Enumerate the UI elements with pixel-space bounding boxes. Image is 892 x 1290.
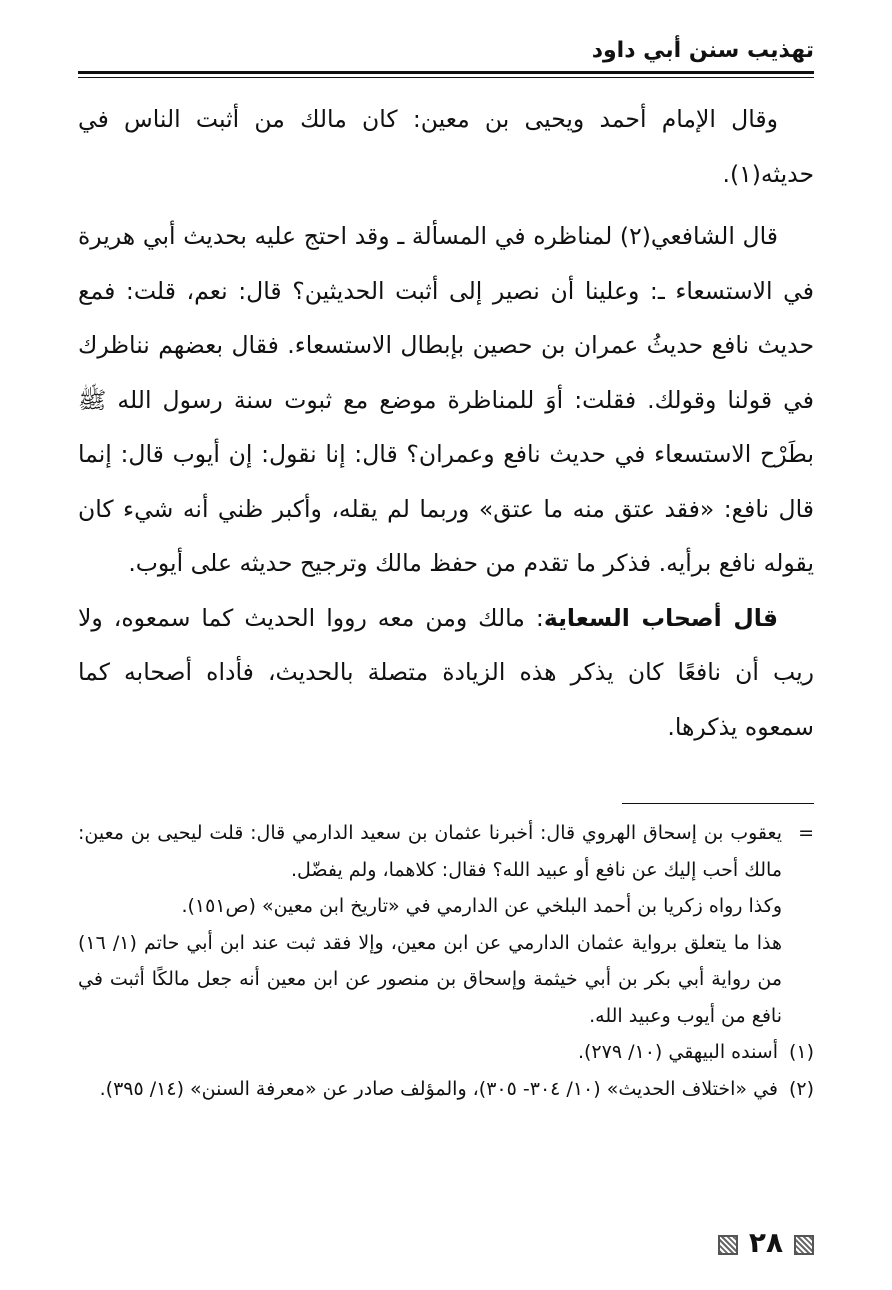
footnote-continuation: [78, 815, 814, 1034]
main-text: [78, 92, 814, 754]
footnotes: [78, 815, 814, 1107]
ornament-icon: [718, 1235, 738, 1255]
footnote-1-text: أسنده البيهقي (١٠/ ٢٧٩).: [577, 1041, 778, 1063]
ornament-icon: [794, 1235, 814, 1255]
footnote-1: [78, 1034, 814, 1071]
running-header: [78, 34, 814, 74]
paragraph-2: [78, 209, 814, 591]
book-title: تهذيب سنن أبي داود: [591, 38, 814, 63]
page-number-block: [718, 1226, 814, 1266]
footnote-2-number: (٢): [788, 1077, 814, 1100]
paragraph-1-text: وقال الإمام أحمد ويحيى بن معين: كان مالك من أثبت الناس في حديثه(١).: [78, 105, 814, 188]
continuation-line-2: وكذا رواه زكريا بن أحمد البلخي عن الدارمي في «تاريخ ابن معين» (ص١٥١).: [181, 895, 782, 917]
paragraph-3-text: : مالك ومن معه رووا الحديث كما سمعوه، ولا ريب أن نافعًا كان يذكر هذه الزيادة متصلة بالحديث، فأداه أصحابه كما سمعوه يذكرها.: [78, 603, 814, 741]
footnote-1-number: (١): [788, 1041, 814, 1063]
footnote-2: [78, 1071, 814, 1108]
paragraph-3: [78, 591, 814, 755]
header-rule-thin: [78, 77, 814, 78]
footnote-separator: [622, 803, 814, 804]
paragraph-2-text: قال الشافعي(٢) لمناظره في المسألة ـ وقد احتج عليه بحديث أبي هريرة في الاستسعاء ـ: وعلينا أن نصير إلى أثبت الحديثين؟ قال: نعم، قلت: فمع حديث نافع حديثُ عمران بن حصين بإبطال الاستسعاء. فقال بعضهم نناظرك في قولنا وقولك. فقلت: أوَ للمناظرة موضع مع ثبوت سنة رسول الله ﷺ بطَرْح الاستسعاء في حديث نافع وعمران؟ قال: إنا نقول: إن أيوب قال: إنما قال نافع: «فقد عتق منه ما عتق» وربما لم يقله، وأكبر ظني أنه شيء كان يقوله نافع برأيه. فذكر ما تقدم من حفظ مالك وترجيح حديثه على أيوب.: [78, 222, 814, 577]
header-rule-thick: [78, 71, 814, 74]
footnote-2-text: في «اختلاف الحديث» (١٠/ ٣٠٤- ٣٠٥)، والمؤلف صادر عن «معرفة السنن» (١٤/ ٣٩٥).: [99, 1077, 778, 1100]
paragraph-3-lead: قال أصحاب السعاية: [543, 603, 778, 632]
continuation-line-3: هذا ما يتعلق برواية عثمان الدارمي عن ابن معين، وإلا فقد ثبت عند ابن أبي حاتم (١/ ١٦) من رواية أبي بكر بن أبي خيثمة وإسحاق بن منصور عن ابن معين أنه جعل مالكًا أثبت في نافع من أيوب وعبيد الله.: [78, 931, 782, 1027]
paragraph-1: [78, 92, 814, 201]
page-number: ٢٨: [748, 1226, 784, 1259]
continuation-line-1: يعقوب بن إسحاق الهروي قال: أخبرنا عثمان بن سعيد الدارمي قال: قلت ليحيى بن معين: مالك أحب إليك عن نافع أو عبيد الله؟ فقال: كلاهما، ولم يفضّل.: [78, 822, 782, 881]
continuation-marker: =: [798, 822, 814, 844]
